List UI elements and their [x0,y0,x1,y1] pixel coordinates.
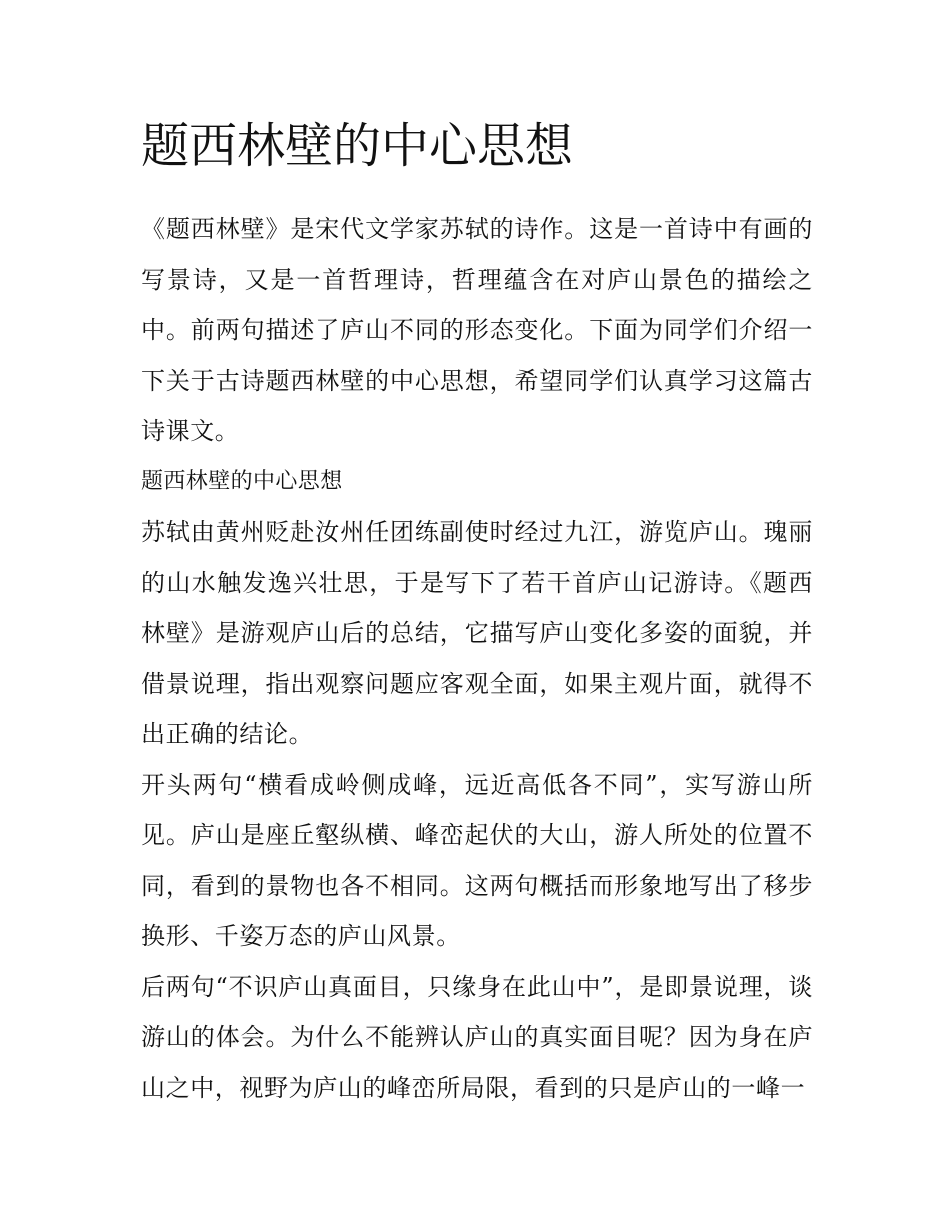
intro-paragraph: 《题西林壁》是宋代文学家苏轼的诗作。这是一首诗中有画的写景诗，又是一首哲理诗，哲理蕴含在对庐山景色的描绘之中。前两句描述了庐山不同的形态变化。下面为同学们介绍一下关于古诗题西林壁的中心思想，希望同学们认真学习这篇古诗课文。 [141,215,813,445]
document-body [141,204,813,1113]
document-page [141,0,813,1113]
section-heading: 题西林壁的中心思想 [141,468,343,494]
body-paragraph-2: 开头两句“横看成岭侧成峰，远近高低各不同”，实写游山所见。庐山是座丘壑纵横、峰峦起伏的大山，游人所处的位置不同，看到的景物也各不相同。这两句概括而形象地写出了移步换形、千姿万态的庐山风景。 [141,770,813,950]
document-title: 题西林壁的中心思想 [141,118,574,174]
body-paragraph-3: 后两句“不识庐山真面目，只缘身在此山中”，是即景说理，谈游山的体会。为什么不能辨认庐山的真实面目呢？因为身在庐山之中，视野为庐山的峰峦所局限，看到的只是庐山的一峰一 [141,972,813,1102]
body-paragraph-1: 苏轼由黄州贬赴汝州任团练副使时经过九江，游览庐山。瑰丽的山水触发逸兴壮思，于是写下了若干首庐山记游诗。《题西林壁》是游观庐山后的总结，它描写庐山变化多姿的面貌，并借景说理，指出观察问题应客观全面，如果主观片面，就得不出正确的结论。 [141,518,813,748]
